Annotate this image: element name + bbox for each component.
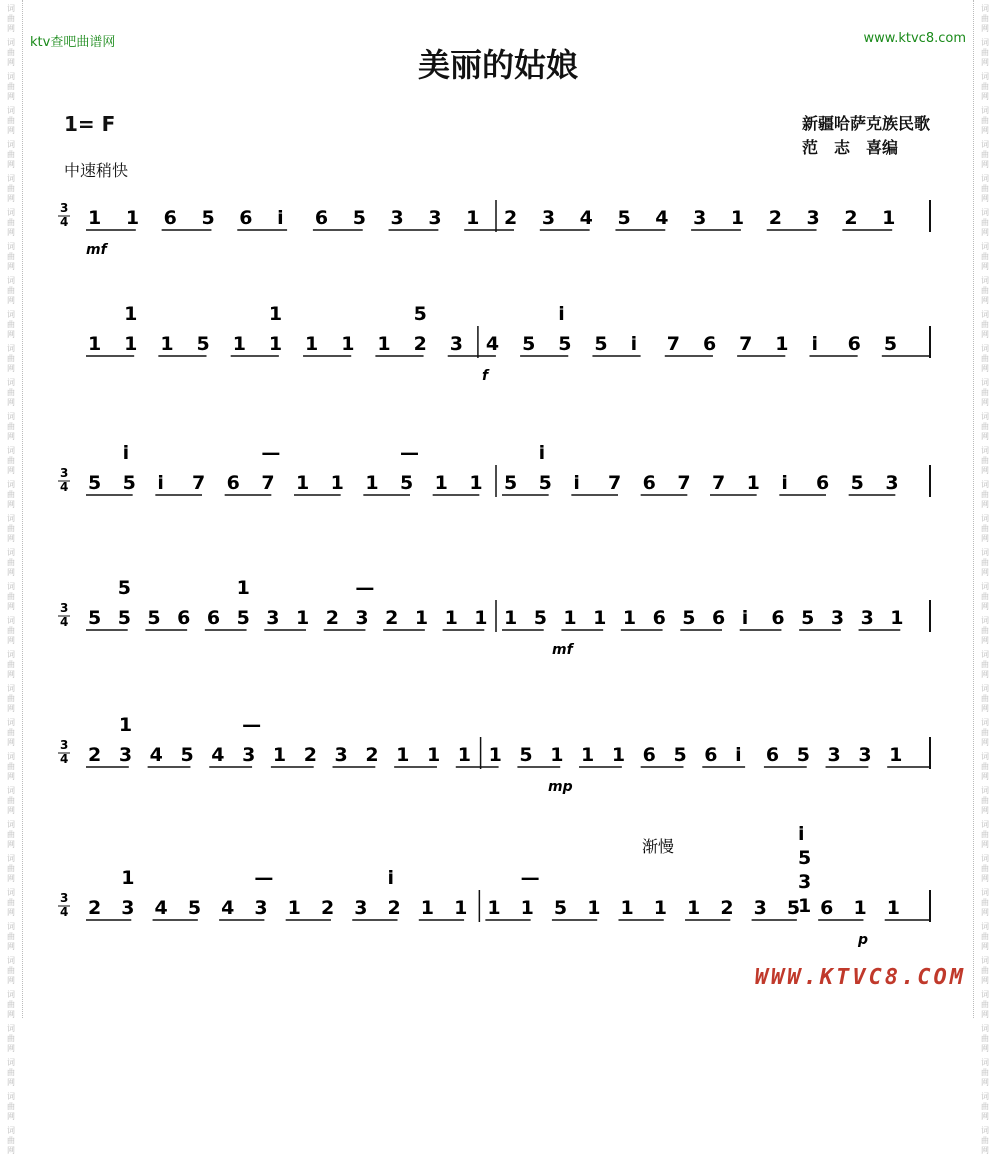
note: 4 — [655, 207, 669, 229]
upper-note: i — [558, 303, 565, 325]
note: 2 — [365, 744, 379, 766]
note: 1 — [487, 897, 501, 919]
note: 1 — [88, 333, 102, 355]
time-signature-bottom: 4 — [60, 480, 69, 494]
note: 5 — [236, 607, 250, 629]
note: 5 — [201, 207, 215, 229]
note: 1 — [622, 607, 637, 629]
note: 1 — [775, 333, 789, 355]
note: i — [781, 472, 788, 494]
time-signature-top: 3 — [60, 466, 69, 480]
upper-note: 1 — [268, 303, 283, 325]
tempo-change-label: 渐慢 — [642, 837, 675, 856]
note: 2 — [844, 207, 858, 229]
note: 6 — [226, 472, 240, 494]
note: 3 — [885, 472, 899, 494]
note: 5 — [883, 333, 898, 355]
note: 4 — [154, 897, 168, 919]
note: i — [277, 207, 284, 229]
tempo-marking: 中速稍快 — [64, 161, 129, 180]
upper-note: — — [520, 867, 540, 889]
note: 3 — [860, 607, 874, 629]
note: 3 — [242, 744, 256, 766]
note: 1 — [457, 744, 472, 766]
upper-note: 1 — [118, 714, 133, 736]
note: 7 — [261, 472, 275, 494]
chord-note: 1 — [798, 895, 812, 917]
note: 5 — [147, 607, 161, 629]
upper-note: — — [400, 442, 419, 464]
note: 5 — [786, 897, 801, 919]
note: 3 — [121, 897, 135, 919]
note: 1 — [469, 472, 483, 494]
note: 2 — [325, 607, 339, 629]
note: 3 — [541, 207, 556, 229]
bottom-site-logo: WWW.KTVC8.COM — [754, 965, 966, 990]
note: 1 — [488, 744, 502, 766]
note: 7 — [712, 472, 726, 494]
note: 3 — [334, 744, 348, 766]
note: 1 — [466, 207, 480, 229]
note: 1 — [272, 744, 287, 766]
note: 1 — [341, 333, 355, 355]
note: 3 — [858, 744, 872, 766]
upper-note: — — [254, 867, 274, 889]
note: 1 — [160, 333, 174, 355]
note: 5 — [801, 607, 815, 629]
note: 5 — [538, 472, 552, 494]
note: 1 — [377, 333, 391, 355]
note: 6 — [847, 333, 861, 355]
note: 5 — [558, 333, 572, 355]
note: 6 — [704, 744, 718, 766]
note: 1 — [420, 897, 435, 919]
time-signature-top: 3 — [60, 891, 69, 905]
note: 6 — [712, 607, 726, 629]
note: 2 — [413, 333, 427, 355]
chord-note: 5 — [798, 847, 812, 869]
note: 5 — [400, 472, 414, 494]
note: 3 — [355, 607, 369, 629]
upper-note: i — [387, 867, 395, 889]
note: 3 — [254, 897, 268, 919]
note: 1 — [853, 897, 867, 919]
key-signature: 1= F — [64, 112, 116, 136]
note: 1 — [454, 897, 468, 919]
site-url-watermark: www.ktvc8.com — [863, 31, 966, 46]
note: 1 — [330, 472, 344, 494]
note: 7 — [666, 333, 681, 355]
note: 2 — [385, 607, 399, 629]
page-title: 美丽的姑娘 — [417, 46, 578, 84]
note: 2 — [320, 897, 335, 919]
note: 5 — [553, 897, 568, 919]
note: 1 — [504, 607, 518, 629]
note: 1 — [882, 207, 896, 229]
note: 1 — [414, 607, 429, 629]
time-signature-bottom: 4 — [60, 905, 69, 919]
note: 6 — [642, 744, 656, 766]
dynamic-mark: mp — [548, 779, 573, 795]
note: 3 — [118, 744, 133, 766]
chord-note: 3 — [798, 871, 812, 893]
note: 2 — [768, 207, 782, 229]
note: 1 — [520, 897, 534, 919]
note: 4 — [221, 897, 235, 919]
note: 1 — [620, 897, 634, 919]
time-signature-top: 3 — [60, 201, 69, 215]
note: 7 — [677, 472, 691, 494]
note: 1 — [125, 207, 140, 229]
site-name-watermark: ktv查吧曲谱网 — [30, 35, 116, 50]
note: 1 — [296, 607, 310, 629]
note: 6 — [702, 333, 717, 355]
note: 6 — [206, 607, 221, 629]
note: 1 — [305, 333, 319, 355]
note: 5 — [504, 472, 518, 494]
note: 6 — [816, 472, 830, 494]
note: i — [735, 744, 742, 766]
note: 5 — [617, 207, 631, 229]
note: 1 — [444, 607, 458, 629]
note: 5 — [88, 607, 102, 629]
upper-note: 5 — [413, 303, 427, 325]
note: 1 — [426, 744, 441, 766]
time-signature-top: 3 — [60, 601, 69, 615]
right-watermark-strip: 词 曲 网 词 曲 网 词 曲 网 词 曲 网 词 曲 网 词 曲 网 词 曲 网 词 曲 网 词 曲 网 词 曲 网 词 曲 网 词 曲 网 词 曲 网 词 曲 网 词 曲 网 词 曲 网 词 曲 网 词 曲 网 词 曲 网 词 曲 网 词 曲 网 词 曲 网 词 曲 网 词 曲 网 词 曲 网 词 曲 网 词 曲 网 词 曲 网 词 曲 网 词 曲 网 词 曲 网 词 曲 网 词 曲 网 词 曲 网 — [973, 0, 996, 1018]
note: 3 — [266, 607, 280, 629]
note: 3 — [693, 207, 707, 229]
note: 6 — [314, 207, 329, 229]
upper-note: 1 — [236, 577, 250, 599]
note: 7 — [739, 333, 753, 355]
note: i — [811, 333, 818, 355]
left-watermark-strip: 词 曲 网 词 曲 网 词 曲 网 词 曲 网 词 曲 网 词 曲 网 词 曲 网 词 曲 网 词 曲 网 词 曲 网 词 曲 网 词 曲 网 词 曲 网 词 曲 网 词 曲 网 词 曲 网 词 曲 网 词 曲 网 词 曲 网 词 曲 网 词 曲 网 词 曲 网 词 曲 网 词 曲 网 词 曲 网 词 曲 网 词 曲 网 词 曲 网 词 曲 网 词 曲 网 词 曲 网 词 曲 网 词 曲 网 词 曲 网 — [0, 0, 23, 1018]
note: 1 — [587, 897, 601, 919]
note: 1 — [653, 897, 667, 919]
note: 1 — [746, 472, 760, 494]
note: 7 — [608, 472, 622, 494]
upper-note: i — [538, 442, 546, 464]
note: 2 — [303, 744, 317, 766]
note: 6 — [820, 897, 834, 919]
note: i — [157, 472, 164, 494]
note: 2 — [720, 897, 734, 919]
note: 1 — [611, 744, 626, 766]
note: 6 — [177, 607, 191, 629]
note: 4 — [579, 207, 593, 229]
note: 1 — [890, 607, 904, 629]
note: 5 — [594, 333, 608, 355]
upper-note: — — [355, 577, 375, 599]
note: 7 — [192, 472, 206, 494]
note: 5 — [522, 333, 536, 355]
notation-lines — [58, 200, 930, 948]
note: 6 — [163, 207, 177, 229]
upper-note: 5 — [117, 577, 131, 599]
note: 1 — [593, 607, 607, 629]
time-signature-bottom: 4 — [60, 752, 69, 766]
note: 5 — [682, 607, 696, 629]
note: 2 — [387, 897, 401, 919]
note: 1 — [287, 897, 301, 919]
note: 1 — [124, 333, 138, 355]
note: 3 — [827, 744, 841, 766]
note: 3 — [354, 897, 368, 919]
upper-note: i — [122, 442, 130, 464]
note: 5 — [352, 207, 366, 229]
source-label: 新疆哈萨克族民歌 — [801, 114, 930, 133]
note: 1 — [687, 897, 701, 919]
note: 3 — [806, 207, 820, 229]
note: 5 — [533, 607, 547, 629]
note: 1 — [365, 472, 379, 494]
note: 1 — [474, 607, 488, 629]
upper-note: 1 — [124, 303, 138, 325]
note: 1 — [396, 744, 410, 766]
note: 4 — [149, 744, 163, 766]
note: 1 — [730, 207, 745, 229]
note: 5 — [187, 897, 202, 919]
note: i — [630, 333, 638, 355]
note: 1 — [550, 744, 564, 766]
note: 1 — [268, 333, 283, 355]
note: 5 — [673, 744, 687, 766]
note: 5 — [88, 472, 102, 494]
note: 3 — [830, 607, 845, 629]
note: 5 — [796, 744, 810, 766]
note: 4 — [211, 744, 225, 766]
note: 6 — [765, 744, 780, 766]
note: 3 — [753, 897, 767, 919]
note: 5 — [180, 744, 194, 766]
note: 5 — [850, 472, 864, 494]
note: 1 — [88, 207, 102, 229]
note: 1 — [581, 744, 595, 766]
note: 2 — [88, 744, 102, 766]
time-signature-bottom: 4 — [60, 615, 69, 629]
note: 3 — [449, 333, 463, 355]
note: 3 — [428, 207, 442, 229]
note: 1 — [563, 607, 577, 629]
note: 1 — [886, 897, 900, 919]
upper-note: — — [242, 714, 262, 736]
arranger-label: 范 志 喜编 — [801, 138, 898, 157]
note: 6 — [652, 607, 666, 629]
note: 5 — [122, 472, 136, 494]
note: 1 — [434, 472, 448, 494]
note: 6 — [771, 607, 785, 629]
upper-note: — — [261, 442, 281, 464]
chord-note: i — [798, 823, 805, 845]
note: i — [741, 607, 749, 629]
note: 5 — [117, 607, 131, 629]
note: 6 — [642, 472, 656, 494]
note: 2 — [88, 897, 102, 919]
note: 4 — [485, 333, 500, 355]
time-signature-top: 3 — [60, 738, 69, 752]
dynamic-mark: mf — [86, 242, 107, 258]
note: 6 — [239, 207, 253, 229]
dynamic-mark: f — [482, 368, 489, 384]
dynamic-mark: p — [858, 932, 869, 948]
note: i — [573, 472, 580, 494]
note: 5 — [519, 744, 533, 766]
time-signature-bottom: 4 — [60, 215, 69, 229]
dynamic-mark: mf — [552, 642, 573, 658]
note: 1 — [889, 744, 903, 766]
note: 1 — [296, 472, 310, 494]
note: 5 — [196, 333, 210, 355]
note: 2 — [504, 207, 518, 229]
note: 1 — [232, 333, 246, 355]
note: 3 — [390, 207, 404, 229]
upper-note: 1 — [121, 867, 135, 889]
